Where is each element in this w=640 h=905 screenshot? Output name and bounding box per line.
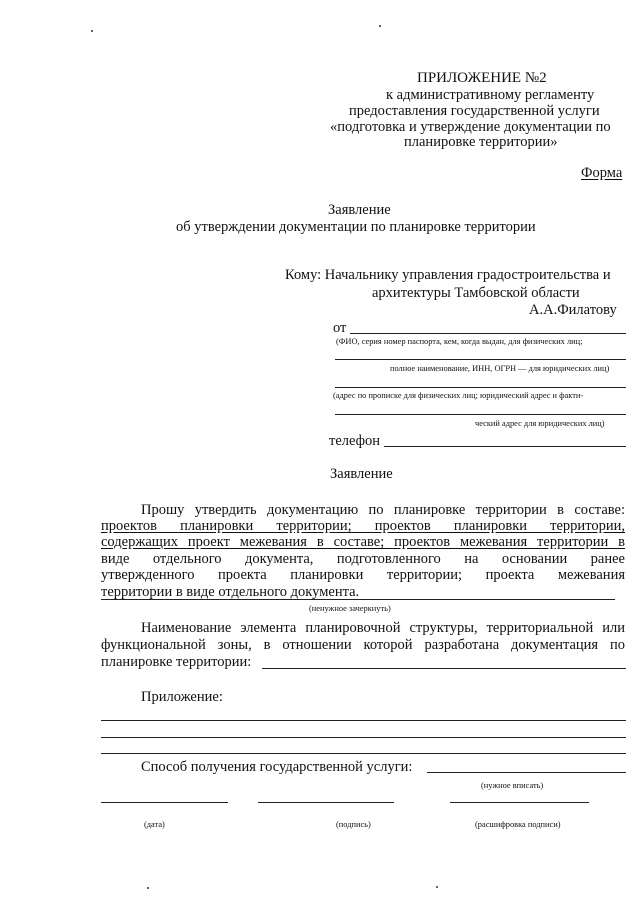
phone-label: телефон — [329, 433, 381, 449]
addressee-line: Кому: Начальнику управления градостроительства и — [285, 267, 611, 283]
element-text: Наименование элемента планировочной структуры, территориальной или — [141, 620, 625, 636]
delivery-label: Способ получения государственной услуги: — [141, 759, 413, 775]
request-underline — [101, 599, 615, 600]
document-title: Заявление — [328, 202, 391, 218]
request-option: виде отдельного документа, подготовленного на основании ранее — [101, 551, 625, 567]
request-option: территории в виде отдельного документа. — [101, 584, 360, 600]
request-option: проектов планировки территории; проектов планировки территории, — [101, 518, 625, 534]
attachment-field-line[interactable] — [101, 737, 626, 738]
form-label: Форма — [581, 165, 623, 181]
addressee-line: архитектуры Тамбовской области — [372, 285, 580, 301]
document-subtitle: об утверждении документации по планировке территории — [176, 219, 536, 235]
date-caption: (дата) — [144, 820, 165, 829]
appendix-title: ПРИЛОЖЕНИЕ №2 — [417, 70, 547, 86]
transcript-caption: (расшифровка подписи) — [475, 820, 561, 829]
element-text: планировке территории: — [101, 654, 252, 670]
date-field-line[interactable] — [101, 802, 228, 803]
attachment-label: Приложение: — [141, 689, 223, 705]
field-line[interactable] — [335, 387, 626, 388]
field-line[interactable] — [335, 414, 626, 415]
section-title: Заявление — [330, 466, 393, 482]
attachment-field-line[interactable] — [101, 753, 626, 754]
signature-caption: (подпись) — [336, 820, 371, 829]
from-field-line[interactable] — [350, 333, 626, 334]
scan-speck — [379, 25, 381, 27]
request-option: утвержденного проекта планировки территории; проекта межевания — [101, 567, 625, 583]
scan-speck — [91, 30, 93, 32]
attachment-field-line[interactable] — [101, 720, 626, 721]
from-label: от — [333, 320, 347, 336]
scan-speck — [147, 887, 149, 889]
transcript-field-line[interactable] — [450, 802, 589, 803]
request-option: содержащих проект межевания в составе; проектов межевания территории в — [101, 534, 625, 550]
appendix-line: предоставления государственной услуги — [349, 103, 600, 119]
appendix-line: «подготовка и утверждение документации по — [330, 119, 611, 135]
field-hint: (ФИО, серия номер паспорта, кем, когда выдан, для физических лиц; — [336, 337, 583, 346]
delivery-note: (нужное вписать) — [481, 781, 544, 790]
field-line[interactable] — [335, 359, 626, 360]
addressee-name: А.А.Филатову — [529, 302, 617, 318]
phone-field-line[interactable] — [384, 446, 626, 447]
appendix-line: к административному регламенту — [386, 87, 595, 103]
element-field-line[interactable] — [262, 668, 626, 669]
signature-field-line[interactable] — [258, 802, 394, 803]
field-hint: (адрес по прописке для физических лиц; юридический адрес и факти- — [333, 391, 584, 400]
appendix-line: планировке территории» — [404, 134, 558, 150]
field-hint: полное наименование, ИНН, ОГРН — для юридических лиц) — [390, 364, 610, 373]
element-text: функциональной зоны, в отношении которой разработана документация по — [101, 637, 625, 653]
request-text: Прошу утвердить документацию по планировке территории в составе: — [141, 502, 625, 518]
delivery-field-line[interactable] — [427, 772, 626, 773]
scan-speck — [436, 886, 438, 888]
field-hint: ческий адрес для юридических лиц) — [475, 419, 605, 428]
strike-note: (ненужное зачеркнуть) — [309, 604, 391, 613]
